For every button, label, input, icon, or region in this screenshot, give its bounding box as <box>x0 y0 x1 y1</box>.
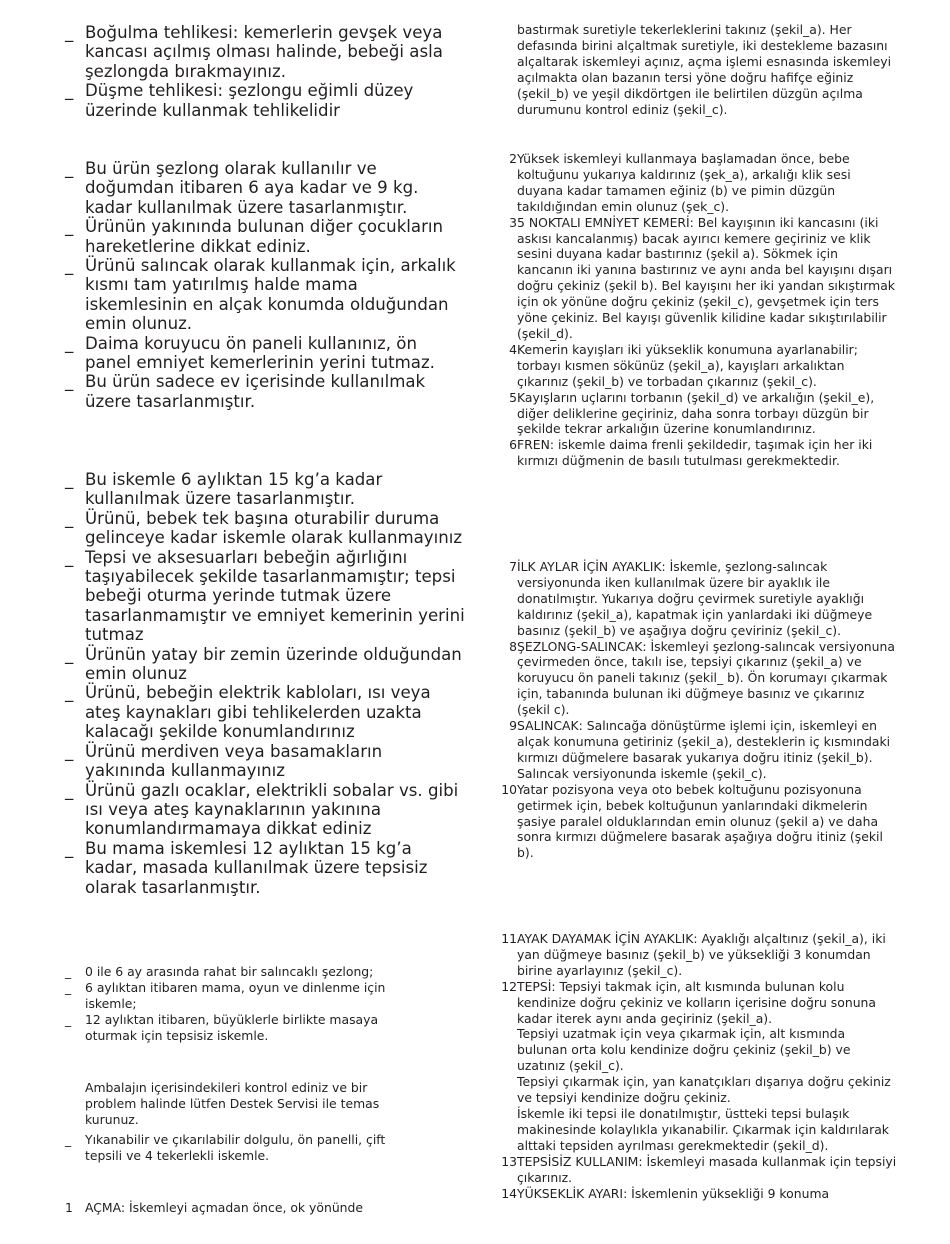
product-note-text: Yıkanabilir ve çıkarılabilir dolgulu, ön panelli, çift tepsili ve 4 tekerlekli iskemle. <box>85 1132 386 1163</box>
usage-modes-list <box>65 964 405 1044</box>
bullet: _ <box>65 1132 72 1147</box>
warning-text: Bu mama iskemlesi 12 aylıktan 15 kg’a kadar, masada kullanılmak üzere tepsisiz olarak tasarlanmıştır. <box>85 838 428 897</box>
warning-text: Ürünü salıncak olarak kullanmak için, arkalık kısmı tam yatırılmış halde mama iskemlesinin en alçak konumda olduğundan emin olunuz. <box>85 256 456 334</box>
bullet: _ <box>65 217 74 237</box>
warning-text: Bu ürün şezlong olarak kullanılır ve doğumdan itibaren 6 aya kadar ve 9 kg. kadar kullanılmak üzere tasarlanmıştır. <box>85 159 419 217</box>
bullet: _ <box>65 508 74 528</box>
bullet: _ <box>65 372 74 392</box>
warning-text: Ürünün yatay bir zemin üzerinde olduğundan emin olunuz <box>85 644 462 684</box>
step-number: 5 <box>509 389 517 405</box>
bullet: _ <box>65 979 72 995</box>
step-number: 1 <box>65 1200 73 1215</box>
warning-text: Ürünü merdiven veya basamakların yakınında kullanmayınız <box>85 741 383 781</box>
step-text: ŞEZLONG-SALINCAK: İskemleyi şezlong-salıncak versiyonuna çevirmeden önce, takılı ise, tepsiyi çıkarınız (şekil_a) ve koruyucu ön paneli takınız (şekil_ b). Ön korumayı çıkarmak için, tabanında bulunan iki düğmeye basınız ve çıkarınız (şekil c). <box>517 638 895 718</box>
warning-text: Tepsi ve aksesuarları bebeğin ağırlığını taşıyabilecek şekilde tasarlanmamıştır; tepsi bebeği oturma yerinde tutmak üzere tasarlanmamıştır ve emniyet kemerinin yerini tutmaz <box>85 547 465 645</box>
step-text: TEPSİSİZ KULLANIM: İskemleyi masada kullanmak için tepsiyi çıkarınız. <box>517 1153 897 1185</box>
step-number: 11 <box>501 931 517 946</box>
bullet: _ <box>65 256 74 276</box>
warning-text: Bu iskemle 6 aylıktan 15 kg’a kadar kullanılmak üzere tasarlanmıştır. <box>85 470 383 509</box>
usage-mode: 6 aylıktan itibaren mama, oyun ve dinlenme için iskemle; <box>85 979 386 1011</box>
step-12-extra-1: Tepsiyi uzatmak için veya çıkarmak için, alt kısmında bulunan orta kolu kendinize doğru çekiniz (şekil_b) ve uzatınız (şekil_c). <box>517 1026 851 1074</box>
warning-text: Ürünü gazlı ocaklar, elektrikli sobalar vs. gibi ısı veya ateş kaynaklarının yakınına konumlandırmamaya dikkat ediniz <box>85 780 459 839</box>
bullet: _ <box>65 547 74 567</box>
step-text: AÇMA: İskemleyi açmadan önce, ok yönünde <box>85 1200 364 1215</box>
step-1-continuation <box>492 22 897 117</box>
step-number: 12 <box>501 978 517 994</box>
step-text: AYAK DAYAMAK İÇİN AYAKLIK: Ayaklığı alçaltınız (şekil_a), iki yan düğmeye basınız (şekil_b) ve yüksekliği 3 konumdan birine ayarlayınız (şekil_c). <box>517 931 886 978</box>
step-number: 14 <box>501 1185 517 1201</box>
warning-text: Ürünün yakınında bulunan diğer çocukların hareketlerine dikkat ediniz. <box>85 217 444 256</box>
step-number: 8 <box>509 638 517 654</box>
step-1 <box>65 1200 405 1216</box>
step-12-extra-3: İskemle iki tepsi ile donatılmıştır, üstteki tepsi bulaşık makinesinde kolaylıkla yıkanabilir. Çıkarmak için kaldırılarak alttaki tepsiden ayrılması gerekmektedir (şekil_d). <box>517 1105 889 1153</box>
step-text: YÜKSEKLİK AYARI: İskemlenin yüksekliği 9 konuma <box>517 1185 830 1201</box>
step-text: FREN: iskemle daima frenli şekildedir, taşımak için her iki kırmızı düğmenin de basılı tutulması gerekmektedir. <box>517 437 873 469</box>
steps-7-10 <box>492 559 897 861</box>
warning-text: Ürünü, bebek tek başına oturabilir duruma gelinceye kadar iskemle olarak kullanmayınız <box>85 508 463 548</box>
warning-text: Boğulma tehlikesi: kemerlerin gevşek veya kancası açılmış olması halinde, bebeği asla şezlongda bırakmayınız. <box>85 23 443 81</box>
bullet: _ <box>65 838 74 858</box>
step-text: TEPSİ: Tepsiyi takmak için, alt kısmında bulunan kolu kendinize doğru çekiniz ve kolların içerisine doğru sonuna kadar iterek aynı anda geçiriniz (şekil_a). <box>517 978 876 1026</box>
step-text: Yüksek iskemleyi kullanmaya başlamadan önce, bebe koltuğunu yukarıya kaldırınız (şek_a), arkalığı klik sesi duyana kadar tamamen eğiniz (b) ve pimin düzgün takıldığından emin olunuz (şek_c). <box>517 151 851 214</box>
bullet: _ <box>65 470 74 489</box>
step-number: 6 <box>509 437 517 453</box>
steps-2-6 <box>492 151 897 469</box>
bullet: _ <box>65 333 74 353</box>
warning-group-1 <box>65 23 465 120</box>
bullet: _ <box>65 81 74 101</box>
step-text: Kemerin kayışları iki yükseklik konumuna ayarlanabilir; torbayı kısmen sökünüz (şekil_a), kayışları arkalıktan çıkarınız (şekil_b) ve torbadan çıkarınız (şekil_c). <box>517 341 858 389</box>
step-12-extra-2: Tepsiyi çıkarmak için, yan kanatçıkları dışarıya doğru çekiniz ve tepsiyi kendinize doğru çekiniz. <box>517 1074 891 1106</box>
warning-group-3 <box>65 470 465 897</box>
bullet: _ <box>65 644 74 664</box>
bullet: _ <box>65 1011 72 1027</box>
steps-11-14 <box>492 931 897 1201</box>
step-number: 9 <box>509 718 517 734</box>
bullet: _ <box>65 159 74 178</box>
warning-text: Ürünü, bebeğin elektrik kabloları, ısı veya ateş kaynakları gibi tehlikelerden uzakta kalacağı şekilde konumlandırınız <box>85 683 431 742</box>
step-number: 7 <box>509 559 517 574</box>
step-number: 10 <box>501 781 517 797</box>
step-text: bastırmak suretiyle tekerleklerini takınız (şekil_a). Her defasında birini alçaltmak suretiyle, iki destekleme bazasını alçaltarak iskemleyi açınız, açma işlemi esnasında iskemleyi açılmakta olan bazanın tersi yöne doğru hafifçe eğiniz (şekil_b) ve yeşil dikdörtgen ile belirtilen düzgün açılma durumunu kontrol ediniz (şekil_c). <box>517 22 892 117</box>
step-text: İLK AYLAR İÇİN AYAKLIK: İskemle, şezlong-salıncak versiyonunda iken kullanılmak üzere bir ayaklık ile donatılmıştır. Yukarıya doğru çevirmek suretiyle ayaklığı kaldırınız (şekil_a), kapatmak için yanlardaki iki düğmeye basınız (şekil_b) ve aşağıya doğru çeviriniz (şekil_c). <box>517 559 873 638</box>
step-text: 5 NOKTALI EMNİYET KEMERİ: Bel kayışının iki kancasını (iki askısı kancalanmış) bacak ayırıcı kemere geçiriniz ve klik sesini duyana kadar bastırınız (şekil a). Sökmek için kancanın iki yanına bastırınız ve aynı anda bel kayışını dışarı doğru çekiniz (şekil b). Bel kayışını her iki yandan sıkıştırmak için ok yönüne doğru çekiniz (şekil_c), gevşetmek için ters yöne çekiniz. Bel kayışı güvenlik kilidine kadar sıkıştırılabilir (şekil_d). <box>517 214 895 341</box>
bullet: _ <box>65 964 72 979</box>
bullet: _ <box>65 23 74 42</box>
product-note <box>65 1132 405 1164</box>
step-number: 13 <box>501 1153 517 1169</box>
step-number: 3 <box>509 214 517 230</box>
bullet: _ <box>65 741 74 761</box>
warning-text: Düşme tehlikesi: şezlongu eğimli düzey üzerinde kullanmak tehlikelidir <box>85 81 414 120</box>
bullet: _ <box>65 683 74 703</box>
warning-group-2 <box>65 159 465 411</box>
bullet: _ <box>65 780 74 800</box>
usage-mode: 12 aylıktan itibaren, büyüklerle birlikte masaya oturmak için tepsisiz iskemle. <box>85 1011 379 1043</box>
step-text: SALINCAK: Salıncağa dönüştürme işlemi için, iskemleyi en alçak konumuna getiriniz (şekil_a), desteklerin iç kısmındaki kırmızı düğmelere basarak yukarıya doğru itiniz (şekil_b). Salıncak versiyonunda iskemle (şekil_c). <box>517 718 891 781</box>
step-text: Yatar pozisyona veya oto bebek koltuğunu pozisyonuna getirmek için, bebek koltuğunun yanlarındaki dikmelerin şasiye paralel olduklarından emin olunuz (şekil a) ve daha sonra kırmızı düğmelere basarak aşağıya doğru itiniz (şekil b). <box>517 781 883 861</box>
package-note-text: Ambalajın içerisindekileri kontrol ediniz ve bir problem halinde lütfen Destek Servisi ile temas kurunuz. <box>85 1080 380 1127</box>
package-note <box>65 1080 405 1128</box>
usage-mode: 0 ile 6 ay arasında rahat bir salıncaklı şezlong; <box>85 964 374 979</box>
step-number: 2 <box>509 151 517 166</box>
step-text: Kayışların uçlarını torbanın (şekil_d) ve arkalığın (şekil_e), diğer deliklerine geçiriniz, daha sonra torbayı düzgün bir şekilde tekrar arkalığın üzerine konumlandırınız. <box>517 389 875 437</box>
warning-text: Daima koruyucu ön paneli kullanınız, ön panel emniyet kemerlerinin yerini tutmaz. <box>85 333 435 373</box>
warning-text: Bu ürün sadece ev içerisinde kullanılmak üzere tasarlanmıştır. <box>85 372 426 411</box>
step-number: 4 <box>509 341 517 357</box>
